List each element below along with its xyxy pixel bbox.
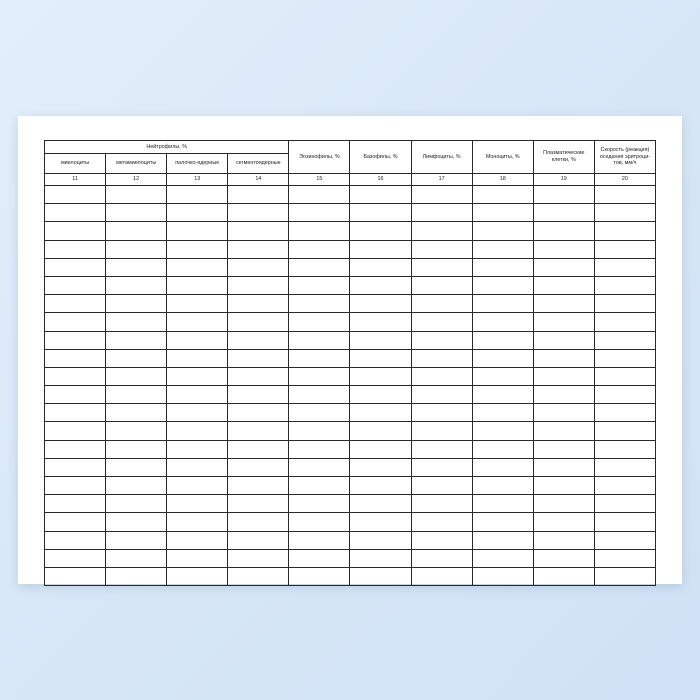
table-cell[interactable] — [167, 276, 228, 294]
table-cell[interactable] — [411, 386, 472, 404]
table-cell[interactable] — [350, 258, 411, 276]
table-cell[interactable] — [533, 349, 594, 367]
table-cell[interactable] — [594, 440, 655, 458]
table-cell[interactable] — [167, 458, 228, 476]
table-head — [45, 141, 656, 186]
table-row[interactable] — [45, 386, 656, 404]
column-header-basophils: Базофилы, % — [350, 141, 411, 174]
table-cell[interactable] — [228, 404, 289, 422]
group-header-neutrophils: Нейтрофилы, % — [45, 141, 289, 154]
table-cell[interactable] — [350, 349, 411, 367]
table-cell[interactable] — [289, 204, 350, 222]
table-cell[interactable] — [411, 567, 472, 585]
table-body — [45, 186, 656, 586]
table-cell[interactable] — [533, 367, 594, 385]
column-header-esr: Скорость (реакция) оседания эритроци- тов, мм/ч — [594, 141, 655, 174]
table-cell[interactable] — [289, 349, 350, 367]
table-cell[interactable] — [411, 240, 472, 258]
table-row[interactable] — [45, 295, 656, 313]
table-cell[interactable] — [167, 222, 228, 240]
table-cell[interactable] — [533, 458, 594, 476]
table-cell[interactable] — [594, 186, 655, 204]
table-cell[interactable] — [472, 240, 533, 258]
table-cell[interactable] — [594, 295, 655, 313]
document-page — [18, 116, 682, 584]
table-cell[interactable] — [167, 531, 228, 549]
table-cell[interactable] — [472, 204, 533, 222]
table-row[interactable] — [45, 567, 656, 585]
table-cell[interactable] — [106, 549, 167, 567]
table-cell[interactable] — [106, 567, 167, 585]
table-cell[interactable] — [411, 404, 472, 422]
column-number-12: 12 — [106, 174, 167, 186]
table-cell[interactable] — [594, 495, 655, 513]
table-cell[interactable] — [167, 404, 228, 422]
table-cell[interactable] — [289, 477, 350, 495]
table-cell[interactable] — [45, 276, 106, 294]
table-row[interactable] — [45, 422, 656, 440]
table-cell[interactable] — [350, 531, 411, 549]
table-cell[interactable] — [45, 495, 106, 513]
table-cell[interactable] — [167, 258, 228, 276]
table-cell[interactable] — [533, 567, 594, 585]
table-row[interactable] — [45, 240, 656, 258]
table-cell[interactable] — [228, 367, 289, 385]
table-row[interactable] — [45, 313, 656, 331]
table-cell[interactable] — [350, 422, 411, 440]
table-cell[interactable] — [289, 386, 350, 404]
table-cell[interactable] — [350, 313, 411, 331]
table-cell[interactable] — [594, 386, 655, 404]
table-cell[interactable] — [472, 495, 533, 513]
table-cell[interactable] — [472, 513, 533, 531]
table-cell[interactable] — [350, 440, 411, 458]
table-row[interactable] — [45, 186, 656, 204]
group-header-row — [45, 141, 656, 154]
table-cell[interactable] — [106, 240, 167, 258]
column-number-19: 19 — [533, 174, 594, 186]
table-cell[interactable] — [472, 386, 533, 404]
table-cell[interactable] — [472, 258, 533, 276]
table-cell[interactable] — [106, 477, 167, 495]
table-cell[interactable] — [106, 222, 167, 240]
table-row[interactable] — [45, 404, 656, 422]
table-cell[interactable] — [45, 349, 106, 367]
table-cell[interactable] — [594, 204, 655, 222]
table-cell[interactable] — [228, 349, 289, 367]
table-cell[interactable] — [228, 477, 289, 495]
table-cell[interactable] — [411, 477, 472, 495]
table-cell[interactable] — [228, 331, 289, 349]
table-cell[interactable] — [289, 276, 350, 294]
table-cell[interactable] — [533, 222, 594, 240]
table-cell[interactable] — [472, 313, 533, 331]
table-cell[interactable] — [411, 458, 472, 476]
column-header-myelocytes: миелоциты — [45, 154, 106, 174]
table-cell[interactable] — [167, 186, 228, 204]
table-cell[interactable] — [167, 331, 228, 349]
table-cell[interactable] — [167, 440, 228, 458]
table-cell[interactable] — [228, 513, 289, 531]
table-row[interactable] — [45, 477, 656, 495]
table-cell[interactable] — [411, 204, 472, 222]
table-cell[interactable] — [228, 567, 289, 585]
table-cell[interactable] — [106, 276, 167, 294]
table-cell[interactable] — [167, 477, 228, 495]
table-cell[interactable] — [106, 367, 167, 385]
table-cell[interactable] — [106, 349, 167, 367]
blood-count-table — [44, 140, 656, 586]
table-cell[interactable] — [350, 204, 411, 222]
table-cell[interactable] — [411, 258, 472, 276]
column-number-17: 17 — [411, 174, 472, 186]
table-cell[interactable] — [533, 276, 594, 294]
table-row[interactable] — [45, 222, 656, 240]
table-cell[interactable] — [594, 349, 655, 367]
table-cell[interactable] — [289, 531, 350, 549]
column-number-11: 11 — [45, 174, 106, 186]
table-cell[interactable] — [533, 204, 594, 222]
table-cell[interactable] — [350, 240, 411, 258]
table-cell[interactable] — [228, 295, 289, 313]
table-cell[interactable] — [228, 313, 289, 331]
table-cell[interactable] — [228, 240, 289, 258]
table-cell[interactable] — [411, 549, 472, 567]
table-cell[interactable] — [533, 404, 594, 422]
table-cell[interactable] — [45, 331, 106, 349]
table-cell[interactable] — [289, 367, 350, 385]
table-cell[interactable] — [228, 186, 289, 204]
table-cell[interactable] — [45, 567, 106, 585]
table-row[interactable] — [45, 204, 656, 222]
table-cell[interactable] — [350, 295, 411, 313]
table-row[interactable] — [45, 258, 656, 276]
table-cell[interactable] — [411, 513, 472, 531]
table-cell[interactable] — [594, 404, 655, 422]
table-cell[interactable] — [533, 513, 594, 531]
column-header-plasma-cells: Плазматические клетки, % — [533, 141, 594, 174]
table-cell[interactable] — [533, 549, 594, 567]
table-cell[interactable] — [167, 349, 228, 367]
table-cell[interactable] — [228, 495, 289, 513]
table-row[interactable] — [45, 531, 656, 549]
table-cell[interactable] — [167, 549, 228, 567]
column-number-13: 13 — [167, 174, 228, 186]
table-sheet — [44, 140, 656, 560]
table-cell[interactable] — [167, 495, 228, 513]
table-cell[interactable] — [228, 204, 289, 222]
table-cell[interactable] — [289, 331, 350, 349]
table-cell[interactable] — [594, 240, 655, 258]
table-cell[interactable] — [289, 567, 350, 585]
table-cell[interactable] — [594, 276, 655, 294]
table-cell[interactable] — [533, 531, 594, 549]
table-cell[interactable] — [106, 531, 167, 549]
table-cell[interactable] — [45, 313, 106, 331]
table-cell[interactable] — [106, 186, 167, 204]
table-cell[interactable] — [350, 404, 411, 422]
table-cell[interactable] — [594, 422, 655, 440]
table-cell[interactable] — [472, 458, 533, 476]
table-cell[interactable] — [350, 222, 411, 240]
table-cell[interactable] — [594, 549, 655, 567]
table-cell[interactable] — [533, 313, 594, 331]
table-cell[interactable] — [472, 477, 533, 495]
table-cell[interactable] — [472, 276, 533, 294]
table-cell[interactable] — [594, 513, 655, 531]
table-cell[interactable] — [289, 549, 350, 567]
table-cell[interactable] — [106, 331, 167, 349]
table-cell[interactable] — [106, 422, 167, 440]
table-cell[interactable] — [472, 367, 533, 385]
table-cell[interactable] — [533, 295, 594, 313]
table-cell[interactable] — [106, 258, 167, 276]
table-cell[interactable] — [533, 331, 594, 349]
table-cell[interactable] — [45, 204, 106, 222]
table-cell[interactable] — [45, 531, 106, 549]
table-cell[interactable] — [594, 331, 655, 349]
table-cell[interactable] — [45, 477, 106, 495]
table-cell[interactable] — [45, 458, 106, 476]
table-cell[interactable] — [350, 186, 411, 204]
column-number-14: 14 — [228, 174, 289, 186]
table-cell[interactable] — [289, 404, 350, 422]
column-header-metamyelocytes: метамиелоциты — [106, 154, 167, 174]
table-cell[interactable] — [472, 186, 533, 204]
table-cell[interactable] — [167, 367, 228, 385]
table-row[interactable] — [45, 513, 656, 531]
table-cell[interactable] — [350, 549, 411, 567]
table-cell[interactable] — [594, 458, 655, 476]
table-cell[interactable] — [594, 567, 655, 585]
table-cell[interactable] — [228, 531, 289, 549]
table-cell[interactable] — [106, 404, 167, 422]
table-cell[interactable] — [594, 313, 655, 331]
table-cell[interactable] — [472, 222, 533, 240]
table-cell[interactable] — [289, 422, 350, 440]
table-row[interactable] — [45, 367, 656, 385]
table-cell[interactable] — [167, 295, 228, 313]
table-cell[interactable] — [472, 422, 533, 440]
table-cell[interactable] — [106, 440, 167, 458]
table-cell[interactable] — [167, 204, 228, 222]
table-cell[interactable] — [350, 495, 411, 513]
table-cell[interactable] — [594, 531, 655, 549]
table-cell[interactable] — [533, 186, 594, 204]
table-cell[interactable] — [594, 367, 655, 385]
table-cell[interactable] — [350, 477, 411, 495]
table-cell[interactable] — [411, 531, 472, 549]
table-cell[interactable] — [167, 422, 228, 440]
table-cell[interactable] — [228, 276, 289, 294]
table-cell[interactable] — [350, 276, 411, 294]
table-cell[interactable] — [167, 567, 228, 585]
table-cell[interactable] — [289, 186, 350, 204]
table-cell[interactable] — [106, 513, 167, 531]
table-cell[interactable] — [472, 331, 533, 349]
table-cell[interactable] — [228, 222, 289, 240]
table-cell[interactable] — [45, 422, 106, 440]
table-cell[interactable] — [411, 331, 472, 349]
table-row[interactable] — [45, 458, 656, 476]
column-header-segmented-neutrophils: сегментоядерные — [228, 154, 289, 174]
table-cell[interactable] — [411, 276, 472, 294]
table-cell[interactable] — [472, 295, 533, 313]
table-cell[interactable] — [228, 440, 289, 458]
table-cell[interactable] — [472, 440, 533, 458]
table-cell[interactable] — [228, 258, 289, 276]
table-cell[interactable] — [472, 349, 533, 367]
table-cell[interactable] — [472, 404, 533, 422]
table-cell[interactable] — [45, 222, 106, 240]
column-number-20: 20 — [594, 174, 655, 186]
table-cell[interactable] — [289, 513, 350, 531]
table-cell[interactable] — [45, 440, 106, 458]
column-number-15: 15 — [289, 174, 350, 186]
table-cell[interactable] — [533, 422, 594, 440]
table-cell[interactable] — [350, 386, 411, 404]
table-cell[interactable] — [289, 458, 350, 476]
table-cell[interactable] — [45, 386, 106, 404]
table-cell[interactable] — [167, 313, 228, 331]
table-cell[interactable] — [350, 458, 411, 476]
table-cell[interactable] — [350, 331, 411, 349]
table-cell[interactable] — [411, 349, 472, 367]
table-cell[interactable] — [45, 513, 106, 531]
table-cell[interactable] — [45, 258, 106, 276]
table-cell[interactable] — [106, 386, 167, 404]
table-cell[interactable] — [472, 531, 533, 549]
table-cell[interactable] — [472, 567, 533, 585]
table-cell[interactable] — [411, 313, 472, 331]
table-cell[interactable] — [289, 495, 350, 513]
table-cell[interactable] — [228, 386, 289, 404]
table-cell[interactable] — [289, 313, 350, 331]
table-cell[interactable] — [167, 240, 228, 258]
table-cell[interactable] — [45, 367, 106, 385]
table-cell[interactable] — [533, 495, 594, 513]
table-cell[interactable] — [228, 458, 289, 476]
table-cell[interactable] — [289, 440, 350, 458]
table-cell[interactable] — [106, 458, 167, 476]
column-number-18: 18 — [472, 174, 533, 186]
table-cell[interactable] — [411, 367, 472, 385]
table-cell[interactable] — [45, 404, 106, 422]
table-cell[interactable] — [350, 367, 411, 385]
table-cell[interactable] — [350, 567, 411, 585]
table-cell[interactable] — [350, 513, 411, 531]
table-cell[interactable] — [106, 204, 167, 222]
table-cell[interactable] — [411, 495, 472, 513]
column-header-band-neutrophils: палочко-ядерные — [167, 154, 228, 174]
table-cell[interactable] — [594, 222, 655, 240]
table-cell[interactable] — [45, 549, 106, 567]
table-cell[interactable] — [289, 258, 350, 276]
table-cell[interactable] — [289, 295, 350, 313]
table-cell[interactable] — [228, 422, 289, 440]
table-row[interactable] — [45, 276, 656, 294]
table-cell[interactable] — [411, 186, 472, 204]
table-cell[interactable] — [106, 313, 167, 331]
table-cell[interactable] — [167, 386, 228, 404]
table-cell[interactable] — [289, 240, 350, 258]
table-cell[interactable] — [228, 549, 289, 567]
table-cell[interactable] — [411, 440, 472, 458]
table-row[interactable] — [45, 549, 656, 567]
table-cell[interactable] — [411, 295, 472, 313]
table-cell[interactable] — [533, 386, 594, 404]
column-number-16: 16 — [350, 174, 411, 186]
column-header-monocytes: Моноциты, % — [472, 141, 533, 174]
table-cell[interactable] — [533, 477, 594, 495]
table-cell[interactable] — [411, 422, 472, 440]
table-cell[interactable] — [533, 258, 594, 276]
table-cell[interactable] — [289, 222, 350, 240]
table-row[interactable] — [45, 349, 656, 367]
table-cell[interactable] — [472, 549, 533, 567]
table-cell[interactable] — [594, 477, 655, 495]
table-cell[interactable] — [106, 495, 167, 513]
table-row[interactable] — [45, 440, 656, 458]
table-cell[interactable] — [533, 440, 594, 458]
table-cell[interactable] — [533, 240, 594, 258]
table-cell[interactable] — [411, 222, 472, 240]
column-header-lymphocytes: Лимфоциты, % — [411, 141, 472, 174]
table-cell[interactable] — [45, 186, 106, 204]
table-cell[interactable] — [45, 240, 106, 258]
table-cell[interactable] — [106, 295, 167, 313]
table-row[interactable] — [45, 495, 656, 513]
column-number-row — [45, 174, 656, 186]
table-cell[interactable] — [594, 258, 655, 276]
column-header-eosinophils: Эозинофилы, % — [289, 141, 350, 174]
table-row[interactable] — [45, 331, 656, 349]
table-cell[interactable] — [45, 295, 106, 313]
table-cell[interactable] — [167, 513, 228, 531]
